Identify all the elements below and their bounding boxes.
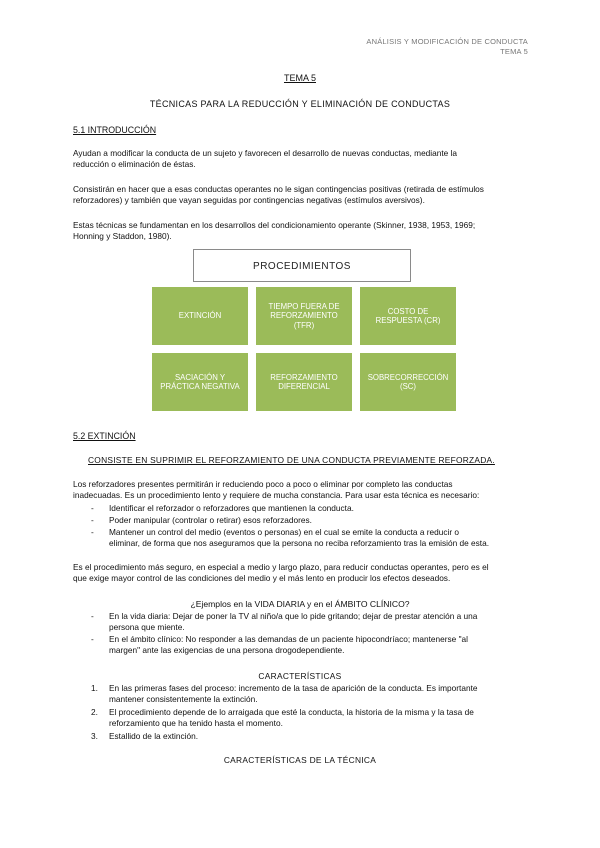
- characteristics-title: CARACTERÍSTICAS: [258, 671, 342, 681]
- bullet-mark: -: [91, 611, 94, 621]
- procedures-title-box: PROCEDIMIENTOS: [193, 249, 411, 282]
- intro-paragraph-2: Consistirán en hacer que a esas conductas operantes no le sigan contingencias positivas (retirada de estímulos reforzadores) y también que vayan seguidas por contingencias negativas (estímulos aversivos).: [73, 184, 484, 206]
- header-topic: TEMA 5: [500, 47, 528, 56]
- list-item: Poder manipular (controlar o retirar) esos reforzadores.: [109, 515, 312, 525]
- header-course: ANÁLISIS Y MODIFICACIÓN DE CONDUCTA: [366, 37, 528, 46]
- extinction-paragraph-1: Los reforzadores presentes permitirán ir reduciendo poco a poco o eliminar por completo las conductas inadecuadas. Es un procedimiento lento y requiere de mucha constancia. Para usar esta técnica es necesario:: [73, 479, 480, 501]
- section-heading-extinction: 5.2 EXTINCIÓN: [73, 431, 136, 441]
- bullet-mark: -: [91, 503, 94, 513]
- list-item: En las primeras fases del proceso: incremento de la tasa de aparición de la conducta. Es importante mantener consistentemente la extinción.: [109, 683, 478, 705]
- list-item: Identificar el reforzador o reforzadores que mantienen la conducta.: [109, 503, 354, 513]
- extinction-paragraph-2: Es el procedimiento más seguro, en especial a medio y largo plazo, para reducir conductas operantes, pero es el que exige mayor control de las condiciones del medio y el más lento en producir los efectos deseados.: [73, 562, 489, 584]
- bullet-mark: -: [91, 515, 94, 525]
- list-number: 1.: [91, 683, 98, 693]
- list-item: En la vida diaria: Dejar de poner la TV al niño/a que lo pide gritando; dejar de prestar atención a una persona que miente.: [109, 611, 478, 633]
- section-heading-intro: 5.1 INTRODUCCIÓN: [73, 125, 157, 135]
- running-header: [366, 37, 528, 57]
- page-subtitle: TÉCNICAS PARA LA REDUCCIÓN Y ELIMINACIÓN DE CONDUCTAS: [149, 99, 451, 109]
- list-item: Estallido de la extinción.: [109, 731, 199, 741]
- procedure-box-extinction: EXTINCIÓN: [152, 287, 248, 345]
- list-number: 2.: [91, 707, 98, 717]
- extinction-definition: CONSISTE EN SUPRIMIR EL REFORZAMIENTO DE UNA CONDUCTA PREVIAMENTE REFORZADA.: [88, 455, 495, 465]
- bullet-mark: -: [91, 634, 94, 644]
- page-title: TEMA 5: [283, 73, 316, 83]
- intro-paragraph-3: Estas técnicas se fundamentan en los desarrollos del condicionamiento operante (Skinner, 1938, 1953, 1969; Honning y Staddon, 1980).: [73, 220, 476, 242]
- list-item: En el ámbito clínico: No responder a las demandas de un paciente hipocondríaco; mantenerse "al margen" ante las exigencias de una persona drogodependiente.: [109, 634, 469, 656]
- procedure-box-response-cost: COSTO DE RESPUESTA (CR): [360, 287, 456, 345]
- list-number: 3.: [91, 731, 98, 741]
- procedure-box-satiation: SACIACIÓN Y PRÁCTICA NEGATIVA: [152, 353, 248, 411]
- procedure-box-differential-reinforcement: REFORZAMIENTO DIFERENCIAL: [256, 353, 352, 411]
- procedure-box-timeout: TIEMPO FUERA DE REFORZAMIENTO (TFR): [256, 287, 352, 345]
- procedure-box-overcorrection: SOBRECORRECCIÓN (SC): [360, 353, 456, 411]
- list-item: Mantener un control del medio (eventos o personas) en el cual se emite la conducta a reducir o eliminar, de forma que nos aseguramos que la persona no reciba reforzamiento tras la emisión de esta.: [109, 527, 490, 549]
- intro-paragraph-1: Ayudan a modificar la conducta de un sujeto y favorecen el desarrollo de nuevas conductas, mediante la reducción o eliminación de éstas.: [73, 148, 458, 170]
- list-item: El procedimiento depende de lo arraigada que esté la conducta, la historia de la misma y la tasa de reforzamiento que ha tenido hasta el momento.: [109, 707, 474, 729]
- examples-title: ¿Ejemplos en la VIDA DIARIA y en el ÁMBITO CLÍNICO?: [190, 599, 410, 609]
- technique-characteristics-title: CARACTERÍSTICAS DE LA TÉCNICA: [223, 755, 377, 765]
- bullet-mark: -: [91, 527, 94, 537]
